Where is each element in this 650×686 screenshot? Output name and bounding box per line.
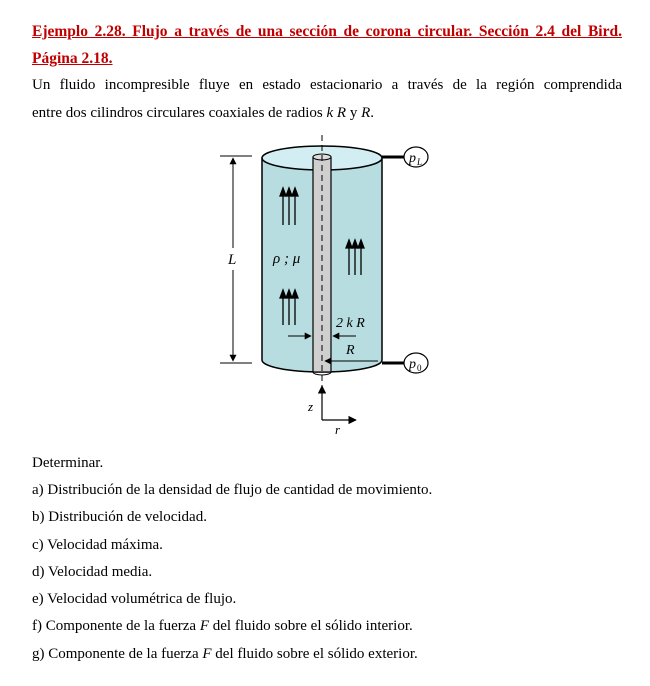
question-c: c) Velocidad máxima. [32,536,163,553]
force-symbol: F [199,618,210,635]
z-axis-label: z [308,399,314,414]
pressure-p0-sub: 0 [417,363,422,373]
intro-line-1: Un fluido incompresible fluye en estado estacionario a través de la región comprendida [32,77,622,93]
question-item [32,613,432,640]
pressure-p0-circle [404,353,428,373]
outer-radius-label: R [346,343,355,358]
question-item [32,586,432,613]
pressure-pL-label: p [409,151,416,166]
question-item [32,504,432,531]
outer-radius-symbol: R [361,105,371,121]
question-f: f) Componente de la fuerza [32,618,200,635]
determinar-heading: Determinar. [32,455,104,471]
question-a: a) Distribución de la densidad de flujo de cantidad de movimiento. [32,482,433,498]
fluid-properties-label: ρ ; μ [273,251,301,267]
length-label: L [228,252,237,268]
inner-radius-symbol: k R [326,105,347,121]
example-title-page: Página 2.18. [32,50,113,67]
force-symbol: F [202,645,212,662]
question-g-end: del fluido sobre el sólido exterior. [211,645,418,662]
intro-line-2 [32,100,374,126]
annulus-figure [190,130,450,435]
r-axis-label: r [335,422,341,435]
question-f-end: del fluido sobre el sólido interior. [209,618,413,635]
intro-and: y [349,105,358,121]
question-g: g) Componente de la fuerza [32,645,203,662]
question-item [32,477,432,504]
inner-diameter-label: 2 k R [336,316,365,331]
intro-period: . [370,105,374,121]
pressure-pL-circle [404,147,428,167]
pressure-p0-label: p [409,357,416,372]
question-item [32,559,432,586]
flow-arrows-right [346,240,364,275]
flow-arrows-left-top [280,188,298,225]
example-title: Ejemplo 2.28. Flujo a través de una sección de corona circular. Sección 2.4 del Bird. [32,23,622,40]
question-b: b) Distribución de velocidad. [32,509,207,526]
question-item [32,532,432,559]
question-item [32,641,432,668]
annulus-diagram [190,130,450,435]
flow-arrows-left-bottom [280,290,298,325]
question-list [32,477,432,668]
intro-text: entre dos cilindros circulares coaxiales de radios [32,105,323,121]
question-e: e) Velocidad volumétrica de flujo. [32,591,237,608]
pressure-pL-sub: L [417,157,423,167]
question-d: d) Velocidad media. [32,563,153,580]
